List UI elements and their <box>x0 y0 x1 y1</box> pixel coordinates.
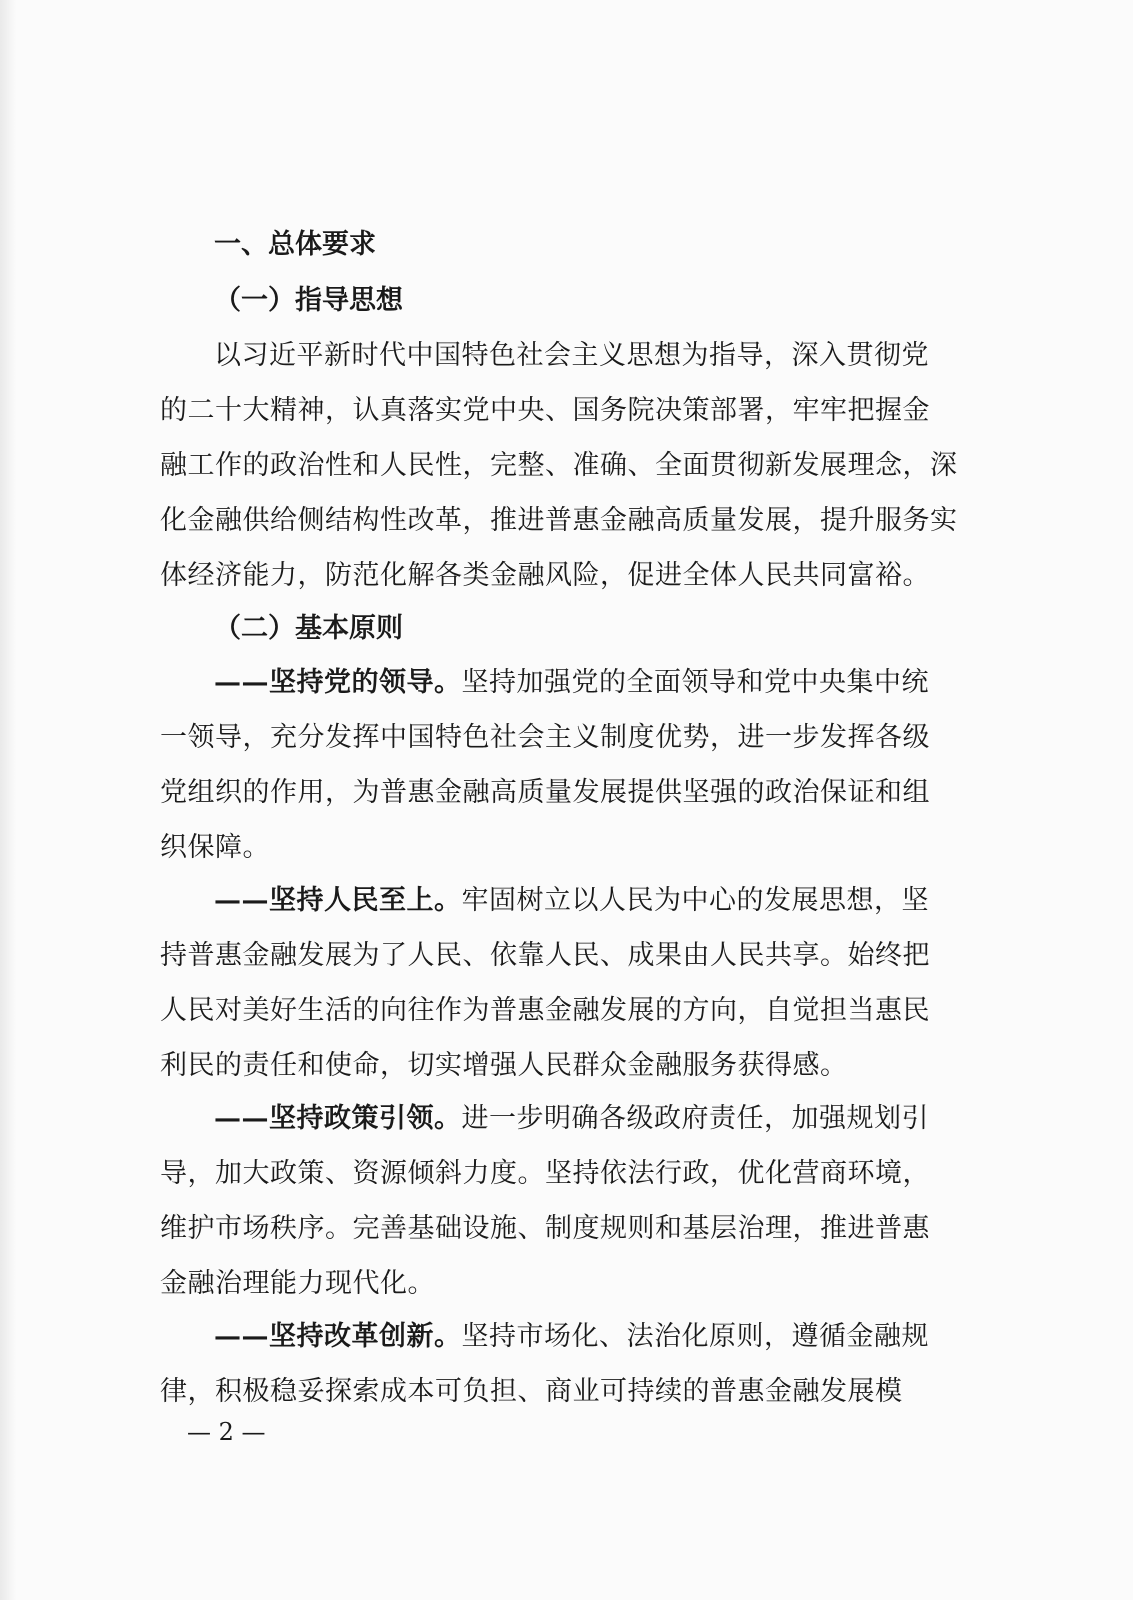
paragraph-line: 持普惠金融发展为了人民、依靠人民、成果由人民共享。始终把 <box>160 940 930 971</box>
principle-line-policy-guidance <box>214 1096 929 1135</box>
principle-line-people-first <box>214 878 929 917</box>
paragraph-line: 体经济能力，防范化解各类金融风险，促进全体人民共同富裕。 <box>160 560 930 591</box>
principle-text: 牢固树立以人民为中心的发展思想，坚 <box>461 885 929 916</box>
paragraph-line: 的二十大精神，认真落实党中央、国务院决策部署，牢牢把握金 <box>160 395 930 426</box>
section-heading: 一、总体要求 <box>214 229 376 260</box>
principle-lead: ——坚持人民至上。 <box>214 885 462 916</box>
principle-lead: ——坚持改革创新。 <box>214 1321 462 1352</box>
subsection-title-basic-principles: （二）基本原则 <box>214 613 403 644</box>
subsection-title-guiding-ideology: （一）指导思想 <box>214 285 403 316</box>
paragraph-line: 一领导，充分发挥中国特色社会主义制度优势，进一步发挥各级 <box>160 722 930 753</box>
paragraph-line: 利民的责任和使命，切实增强人民群众金融服务获得感。 <box>160 1050 848 1081</box>
page-number: — 2 — <box>187 1418 266 1446</box>
paragraph-line: 金融治理能力现代化。 <box>160 1268 435 1299</box>
principle-text: 坚持市场化、法治化原则，遵循金融规 <box>461 1321 929 1352</box>
paragraph-line: 导，加大政策、资源倾斜力度。坚持依法行政，优化营商环境， <box>160 1158 930 1189</box>
principle-text: 坚持加强党的全面领导和党中央集中统 <box>461 667 929 698</box>
paragraph-line: 织保障。 <box>160 832 270 863</box>
paragraph-line: 维护市场秩序。完善基础设施、制度规则和基层治理，推进普惠 <box>160 1213 930 1244</box>
scan-edge-shadow <box>0 0 16 1600</box>
paragraph-line: 人民对美好生活的向往作为普惠金融发展的方向，自觉担当惠民 <box>160 995 930 1026</box>
principle-lead: ——坚持党的领导。 <box>214 667 462 698</box>
principle-text: 进一步明确各级政府责任，加强规划引 <box>461 1103 929 1134</box>
principle-lead: ——坚持政策引领。 <box>214 1103 462 1134</box>
paragraph-line: 以习近平新时代中国特色社会主义思想为指导，深入贯彻党 <box>214 340 929 371</box>
paragraph-line: 化金融供给侧结构性改革，推进普惠金融高质量发展，提升服务实 <box>160 505 958 536</box>
paragraph-line: 融工作的政治性和人民性，完整、准确、全面贯彻新发展理念，深 <box>160 450 958 481</box>
paragraph-line: 党组织的作用，为普惠金融高质量发展提供坚强的政治保证和组 <box>160 777 930 808</box>
principle-line-party-leadership <box>214 660 929 699</box>
paragraph-line: 律，积极稳妥探索成本可负担、商业可持续的普惠金融发展模 <box>160 1376 903 1407</box>
principle-line-reform-innovation <box>214 1314 929 1353</box>
